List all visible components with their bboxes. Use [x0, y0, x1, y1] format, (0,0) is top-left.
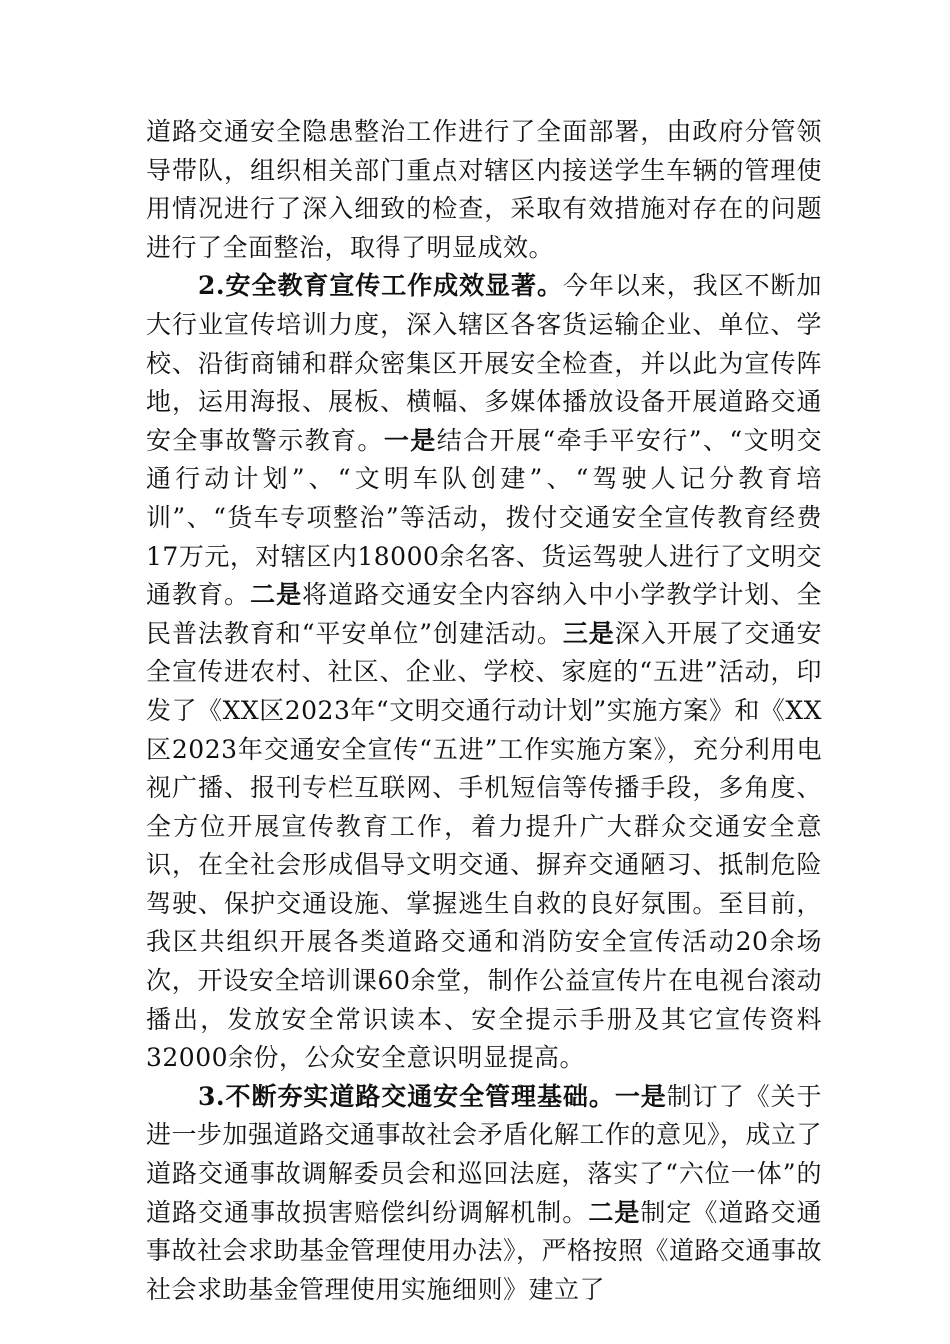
body-text: 今年以来，我区不断加大行业宣传培训力度，深入辖区各客货运输企业、单位、学校、沿街商铺和群众密集区开展安全检查，并以此为宣传阵地，运用海报、展板、横幅、多媒体播放设备开展道路交通安全事故警示教育。 — [146, 271, 822, 455]
body-text: 制订了《关于进一步加强道路交通事故社会矛盾化解工作的意见》，成立了道路交通事故调解委员会和巡回法庭，落实了“六位一体”的道路交通事故损害赔偿纠纷调解机制。 — [146, 1081, 823, 1227]
point-marker: 一是 — [383, 425, 437, 455]
section-heading: 2.安全教育宣传工作成效显著。 — [198, 271, 563, 301]
point-marker: 二是 — [588, 1197, 641, 1227]
point-marker: 二是 — [250, 580, 303, 610]
paragraph-management-foundation — [146, 1078, 822, 1310]
body-text: 制定《道路交通事故社会求助基金管理使用办法》，严格按照《道路交通事故社会求助基金管理使用实施细则》建立了 — [146, 1197, 823, 1304]
point-marker: 一是 — [614, 1081, 667, 1111]
body-text: 结合开展“牵手平安行”、“文明交通行动计划”、“文明车队创建”、“驾驶人记分教育培训”、“货车专项整治”等活动，拨付交通安全宣传教育经费17万元，对辖区内18000余名客、货运驾驶人进行了文明交通教育。 — [146, 425, 822, 610]
body-text: 道路交通安全隐患整治工作进行了全面部署，由政府分管领导带队，组织相关部门重点对辖区内接送学生车辆的管理使用情况进行了深入细致的检查，采取有效措施对存在的问题进行了全面整治，取得了明显成效。 — [146, 117, 822, 262]
document-body — [146, 113, 822, 1309]
paragraph-safety-education — [146, 267, 822, 1077]
paragraph-continuation — [146, 113, 822, 267]
section-heading: 3.不断夯实道路交通安全管理基础。 — [198, 1081, 615, 1111]
body-text: 深入开展了交通安全宣传进农村、社区、企业、学校、家庭的“五进”活动，印发了《XX区2023年“文明交通行动计划”实施方案》和《XX区2023年交通安全宣传“五进”工作实施方案》，充分利用电视广播、报刊专栏互联网、手机短信等传播手段，多角度、全方位开展宣传教育工作，着力提升广大群众交通安全意识，在全社会形成倡导文明交通、摒弃交通陋习、抵制危险驾驶、保护交通设施、掌握逃生自救的良好氛围。至目前，我区共组织开展各类道路交通和消防安全宣传活动20余场次，开设安全培训课60余堂，制作公益宣传片在电视台滚动播出，发放安全常识读本、安全提示手册及其它宣传资料32000余份，公众安全意识明显提高。 — [146, 618, 822, 1073]
point-marker: 三是 — [562, 618, 615, 648]
body-text: 将道路交通安全内容纳入中小学教学计划、全民普法教育和“平安单位”创建活动。 — [146, 580, 822, 648]
